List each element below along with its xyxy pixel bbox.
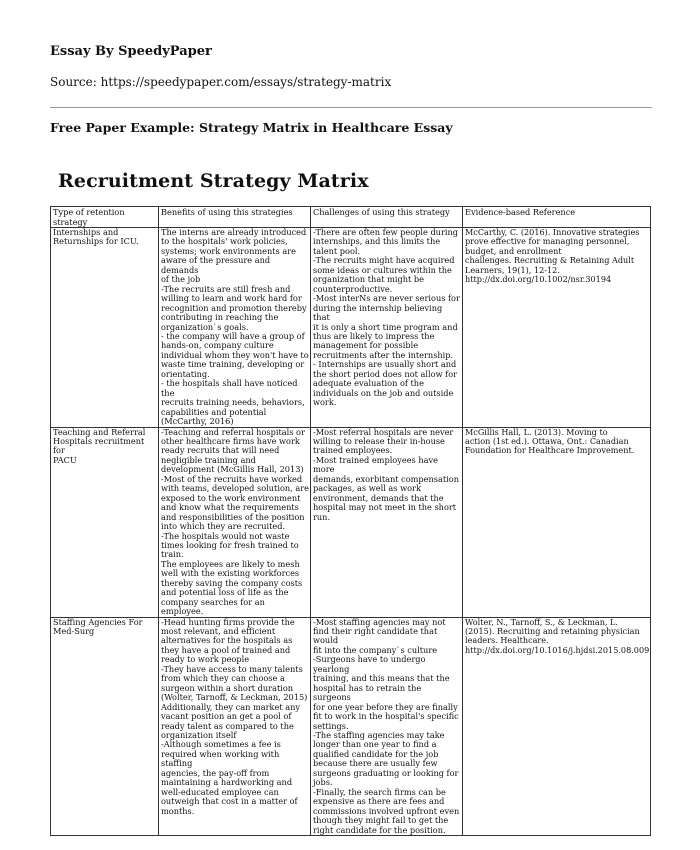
source-line: Source: https://speedypaper.com/essays/strategy-matrix [50, 75, 392, 89]
column-header-type: Type of retention strategy [51, 207, 159, 228]
cell-challenges: -Most referral hospitals are never willing to release their in-house trained employees. -Most trained employees have more demands, exorbitant compensation packages, as well as work environment, demands that the hospital may not meet in the short run. [311, 427, 463, 617]
cell-reference: Wolter, N., Tarnoff, S., & Leckman, L. (2015). Recruiting and retaining physician leaders. Healthcare. http://dx.doi.org/10.1016/j.hjdsi.2015.08.009 [463, 617, 651, 835]
cell-benefits: -Teaching and referral hospitals or other healthcare firms have work ready recruits that will need negligible training and development (McGillis Hall, 2013) -Most of the recruits have worked with teams, developed solution, are exposed to the work environment and know what the requirements and responsibilities of the position into which they are recruited. -The hospitals would not waste times looking for fresh trained to train. The employees are likely to mesh well with the existing workforces thereby saving the company costs and potential loss of life as the company searches for an employee. [159, 427, 311, 617]
table-row [51, 617, 651, 835]
cell-reference: McGillis Hall, L. (2013). Moving to action (1st ed.). Ottawa, Ont.: Canadian Foundation for Healthcare Improvement. [463, 427, 651, 617]
table-row [51, 427, 651, 617]
cell-strategy-type: Internships and Returnships for ICU. [51, 228, 159, 428]
document-title: Recruitment Strategy Matrix [58, 170, 369, 192]
column-header-challenges: Challenges of using this strategy [311, 207, 463, 228]
table-header-row [51, 207, 651, 228]
strategy-matrix-table [50, 206, 651, 836]
cell-strategy-type: Staffing Agencies For Med-Surg [51, 617, 159, 835]
cell-benefits: -Head hunting firms provide the most relevant, and efficient alternatives for the hospitals as they have a pool of trained and ready to work people -They have access to many talents from which they can choose a surgeon within a short duration (Wolter, Tarnoff, & Leckman, 2015) Additionally, they can market any vacant position an get a pool of ready talent as compared to the organization itself -Although sometimes a fee is required when working with staffing agencies, the pay-off from maintaining a hardworking and well-educated employee can outweigh that cost in a matter of months. [159, 617, 311, 835]
cell-challenges: -There are often few people during internships, and this limits the talent pool. -The recruits might have acquired some ideas or cultures within the organization that might be counterproductive. -Most interNs are never serious for during the internship believing that it is only a short time program and thus are likely to impress the management for possible recruitments after the internship. - Internships are usually short and the short period does not allow for adequate evaluation of the individuals on the job and outside work. [311, 228, 463, 428]
header-divider [50, 107, 652, 108]
cell-reference: McCarthy, C. (2016). Innovative strategies prove effective for managing personnel, budget, and enrollment challenges. Recruiting & Retaining Adult Learners, 19(1), 12-12. http://dx.doi.org/10.1002/nsr.30194 [463, 228, 651, 428]
cell-benefits: The interns are already introduced to the hospitals' work policies, systems; work environments are aware of the pressure and demands of the job -The recruits are still fresh and willing to learn and work hard for recognition and promotion thereby contributing in reaching the organization`s goals. - the company will have a group of hands-on, company culture individual whom they won't have to waste time training, developing or orientating. - the hospitals shall have noticed the recruits training needs, behaviors, capabilities and potential (McCarthy, 2016) [159, 228, 311, 428]
column-header-reference: Evidence-based Reference [463, 207, 651, 228]
column-header-benefits: Benefits of using this strategies [159, 207, 311, 228]
table-row [51, 228, 651, 428]
cell-challenges: -Most staffing agencies may not find their right candidate that would fit into the company`s culture -Surgeons have to undergo yearlong training, and this means that the hospital has to retrain the surgeons for one year before they are finally fit to work in the hospital's specific settings. -The staffing agencies may take longer than one year to find a qualified candidate for the job because there are usually few surgeons graduating or looking for jobs. -Finally, the search firms can be expensive as there are fees and commissions involved upfront even though they might fail to get the right candidate for the position. [311, 617, 463, 835]
cell-strategy-type: Teaching and Referral Hospitals recruitment for PACU [51, 427, 159, 617]
paper-example-title: Free Paper Example: Strategy Matrix in Healthcare Essay [50, 120, 453, 135]
essay-header-title: Essay By SpeedyPaper [50, 44, 212, 59]
